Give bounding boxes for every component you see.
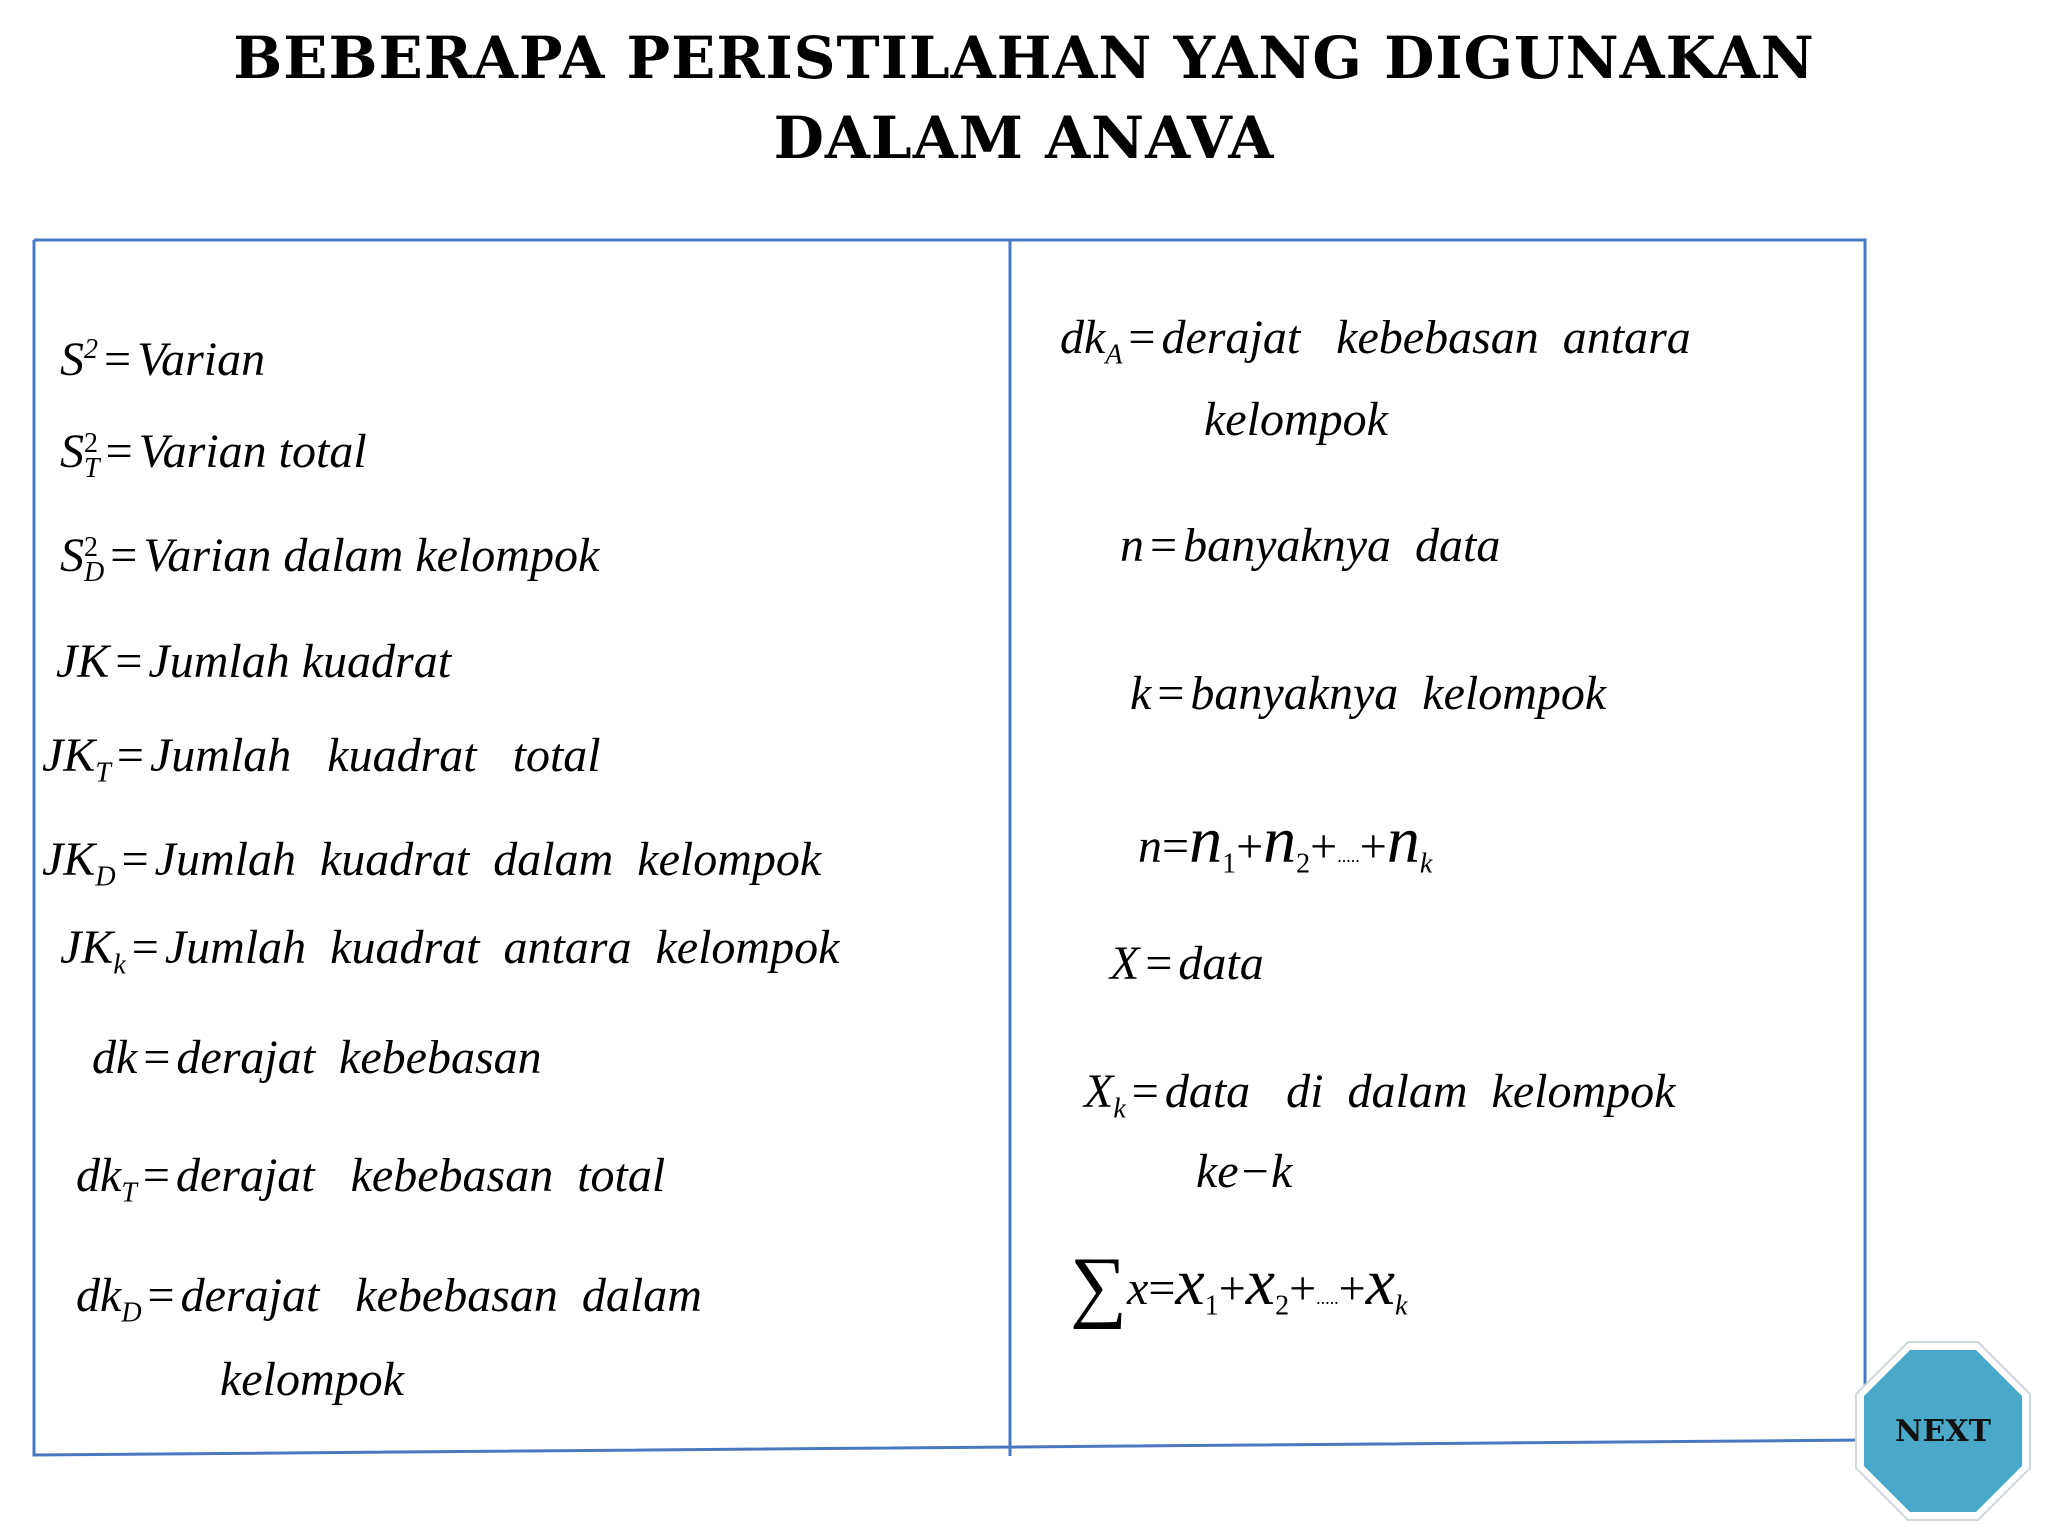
def-dkd-cont: kelompok — [220, 1353, 404, 1406]
subscript: D — [95, 861, 116, 893]
definition: Jumlah kuadrat antara kelompok — [164, 921, 840, 974]
symbol: S — [60, 333, 84, 386]
term-1: x — [1175, 1246, 1205, 1319]
subscript: D — [84, 556, 105, 588]
equals-sign: = — [121, 833, 149, 886]
superscript: 2 — [84, 427, 98, 459]
equals-sign: = — [115, 635, 143, 688]
symbol: S — [60, 425, 84, 478]
superscript: 2 — [84, 531, 98, 563]
definition: data — [1178, 937, 1264, 990]
definition: Varian — [137, 333, 266, 386]
symbol: dk — [1060, 311, 1106, 364]
subscript: D — [121, 1297, 142, 1329]
symbol: JK — [56, 635, 110, 688]
term-k: x — [1365, 1246, 1396, 1319]
def-dkd — [76, 1269, 702, 1329]
def-dka — [1060, 311, 1691, 371]
sub-1: 1 — [1204, 1290, 1219, 1322]
symbol: X — [1084, 1065, 1114, 1118]
subscript: k — [1113, 1093, 1126, 1125]
definition: Varian dalam kelompok — [143, 529, 600, 582]
subscript: T — [95, 757, 111, 789]
symbol: k — [1130, 667, 1152, 720]
definition: banyaknya kelompok — [1190, 667, 1607, 720]
sigma-symbol: ∑ — [1070, 1242, 1128, 1330]
subscript: k — [113, 949, 126, 981]
subscript: T — [121, 1177, 137, 1209]
def-jkt — [42, 729, 601, 789]
next-button[interactable]: NEXT — [1895, 1414, 1991, 1449]
equals-sign: = — [142, 1149, 170, 1202]
term-2: x — [1245, 1246, 1276, 1319]
ellipsis: ..... — [1337, 846, 1360, 866]
formula-n-sum: $n=n_1+n_2+.....+n_k$ — [1138, 804, 1433, 880]
subscript: T — [84, 452, 100, 484]
symbol: JK — [42, 729, 96, 782]
lhs: n — [1138, 820, 1162, 873]
lhs: x — [1127, 1262, 1149, 1315]
sub-1: 1 — [1222, 848, 1237, 880]
def-sd2 — [60, 529, 600, 588]
equals-sign: = — [104, 333, 132, 386]
definition: derajat kebebasan antara — [1161, 311, 1691, 364]
symbol: S — [60, 529, 84, 582]
equals-sign: = — [131, 921, 159, 974]
definition: derajat kebebasan total — [175, 1149, 666, 1202]
definition: derajat kebebasan dalam — [180, 1269, 702, 1322]
equals-sign: = — [110, 529, 138, 582]
equals-sign: = — [116, 729, 144, 782]
def-xk — [1084, 1065, 1676, 1125]
sub-2: 2 — [1296, 848, 1311, 880]
definition: Varian total — [138, 425, 367, 478]
symbol: n — [1120, 519, 1144, 572]
definition: banyaknya data — [1183, 519, 1501, 572]
def-k — [1130, 667, 1607, 720]
page-title-line-1: BEBERAPA PERISTILAHAN YANG DIGUNAKAN — [233, 24, 1815, 92]
sub-k: k — [1419, 848, 1433, 880]
term-1: n — [1189, 804, 1223, 877]
sub-k: k — [1395, 1290, 1408, 1322]
equals-sign: = — [1157, 667, 1185, 720]
def-dk — [92, 1031, 542, 1084]
equals-sign: = — [147, 1269, 175, 1322]
definition: Jumlah kuadrat — [148, 635, 452, 688]
symbol: dk — [76, 1149, 122, 1202]
def-jkk — [60, 921, 840, 981]
symbol: JK — [42, 833, 96, 886]
definition: Jumlah kuadrat total — [149, 729, 601, 782]
superscript: 2 — [84, 334, 98, 365]
symbol: dk — [76, 1269, 122, 1322]
def-dka-cont: kelompok — [1204, 393, 1388, 446]
term-k: n — [1386, 804, 1420, 877]
def-dkt — [76, 1149, 666, 1209]
def-jk — [56, 635, 452, 688]
equals-sign: = — [143, 1031, 171, 1084]
subscript: A — [1105, 339, 1123, 371]
sub-2: 2 — [1275, 1290, 1290, 1322]
ellipsis: ..... — [1316, 1288, 1339, 1308]
definition: Jumlah kuadrat dalam kelompok — [154, 833, 822, 886]
definition: derajat kebebasan — [176, 1031, 542, 1084]
def-jkd — [42, 833, 822, 893]
equals-sign: = — [105, 425, 133, 478]
def-s2 — [60, 333, 266, 386]
page-title-line-2: DALAM ANAVA — [773, 104, 1275, 172]
equals-sign: = — [1128, 311, 1156, 364]
equals-sign: = — [1145, 937, 1173, 990]
symbol: dk — [92, 1031, 138, 1084]
def-st2 — [60, 425, 367, 484]
term-2: n — [1263, 804, 1297, 877]
definition: data di dalam kelompok — [1164, 1065, 1676, 1118]
def-xk-cont: ke−k — [1196, 1145, 1293, 1198]
def-x — [1110, 937, 1264, 990]
formula-x-sum: $\sum x=x_1+x_2+.....+x_k$ — [1070, 1242, 1408, 1330]
symbol: JK — [60, 921, 114, 974]
symbol: X — [1110, 937, 1140, 990]
equals-sign: = — [1131, 1065, 1159, 1118]
equals-sign: = — [1150, 519, 1178, 572]
def-n — [1120, 519, 1501, 572]
